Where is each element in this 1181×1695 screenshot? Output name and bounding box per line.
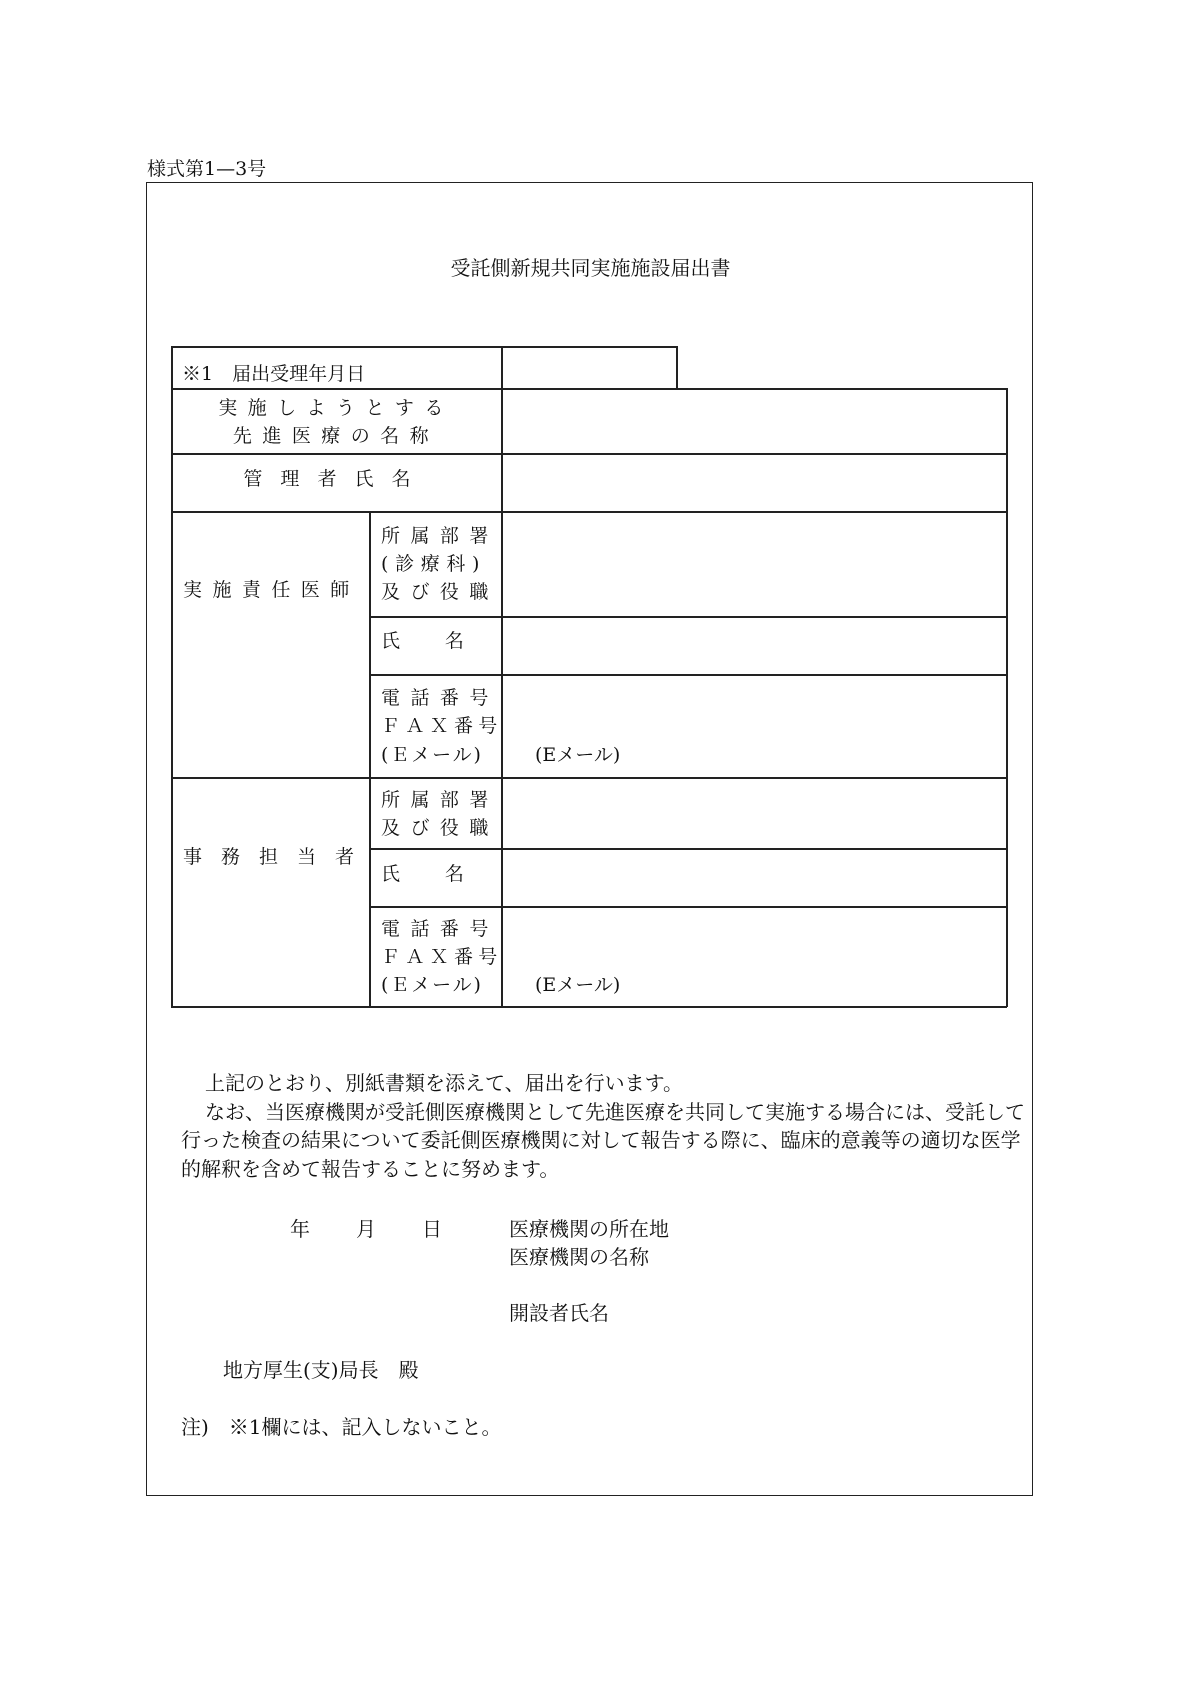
staff-dept-line1: 所属部署	[381, 789, 499, 811]
tech-name-field[interactable]	[503, 390, 1005, 452]
founder-name-label: 開設者氏名	[509, 1301, 609, 1325]
tech-name-label-line1: 実施しようとする	[218, 397, 454, 419]
manager-name-field[interactable]	[503, 455, 1005, 510]
receipt-date-field[interactable]	[503, 348, 675, 388]
addressee: 地方厚生(支)局長 殿	[223, 1358, 419, 1382]
tech-name-label-line2: 先進医療の名称	[232, 425, 440, 447]
receipt-date-label: ※1 届出受理年月日	[182, 363, 366, 385]
date-year-label: 年	[290, 1217, 310, 1241]
doctor-dept-line2: (診療科)	[381, 553, 487, 575]
staff-dept-field[interactable]	[503, 779, 1005, 847]
doctor-dept-line1: 所属部署	[381, 525, 499, 547]
office-staff-label: 事務担当者	[183, 846, 374, 868]
staff-contact-line1: 電話番号	[381, 918, 499, 940]
manager-name-label: 管理者氏名	[243, 468, 429, 490]
document-title: 受託側新規共同実施施設届出書	[450, 256, 731, 280]
form-number: 様式第1—3号	[147, 158, 267, 180]
institution-name-label: 医療機関の名称	[509, 1245, 649, 1269]
date-month-label: 月	[356, 1217, 376, 1241]
doctor-email-value[interactable]: (Eメール)	[535, 744, 621, 766]
staff-name-field[interactable]	[503, 850, 1005, 905]
doctor-contact-line1: 電話番号	[381, 687, 499, 709]
declaration-paragraph-1: 上記のとおり、別紙書類を添えて、届出を行います。	[205, 1071, 683, 1095]
staff-email-value[interactable]: (Eメール)	[535, 974, 621, 996]
doctor-name-field[interactable]	[503, 618, 1005, 673]
staff-dept-line2: 及び役職	[381, 817, 499, 839]
declaration-text	[181, 1069, 1031, 1183]
institution-address-label: 医療機関の所在地	[509, 1217, 669, 1241]
staff-name-label: 氏 名	[381, 863, 467, 885]
date-day-label: 日	[422, 1217, 442, 1241]
staff-contact-line3: (Ｅメール)	[381, 974, 483, 996]
doctor-dept-line3: 及び役職	[381, 581, 499, 603]
doctor-name-label: 氏 名	[381, 630, 467, 652]
footnote: 注) ※1欄には、記入しないこと。	[181, 1415, 502, 1439]
staff-contact-line2: ＦＡＸ番号	[381, 946, 503, 968]
doctor-contact-line2: ＦＡＸ番号	[381, 715, 503, 737]
declaration-paragraph-2: なお、当医療機関が受託側医療機関として先進医療を共同して実施する場合には、受託して行った検査の結果について委託側医療機関に対して報告する際に、臨床的意義等の適切な医学的解釈を含めて報告することに努めます。	[181, 1099, 1025, 1181]
responsible-doctor-label: 実施責任医師	[183, 579, 360, 601]
doctor-dept-field[interactable]	[503, 513, 1005, 615]
doctor-contact-line3: (Ｅメール)	[381, 744, 483, 766]
